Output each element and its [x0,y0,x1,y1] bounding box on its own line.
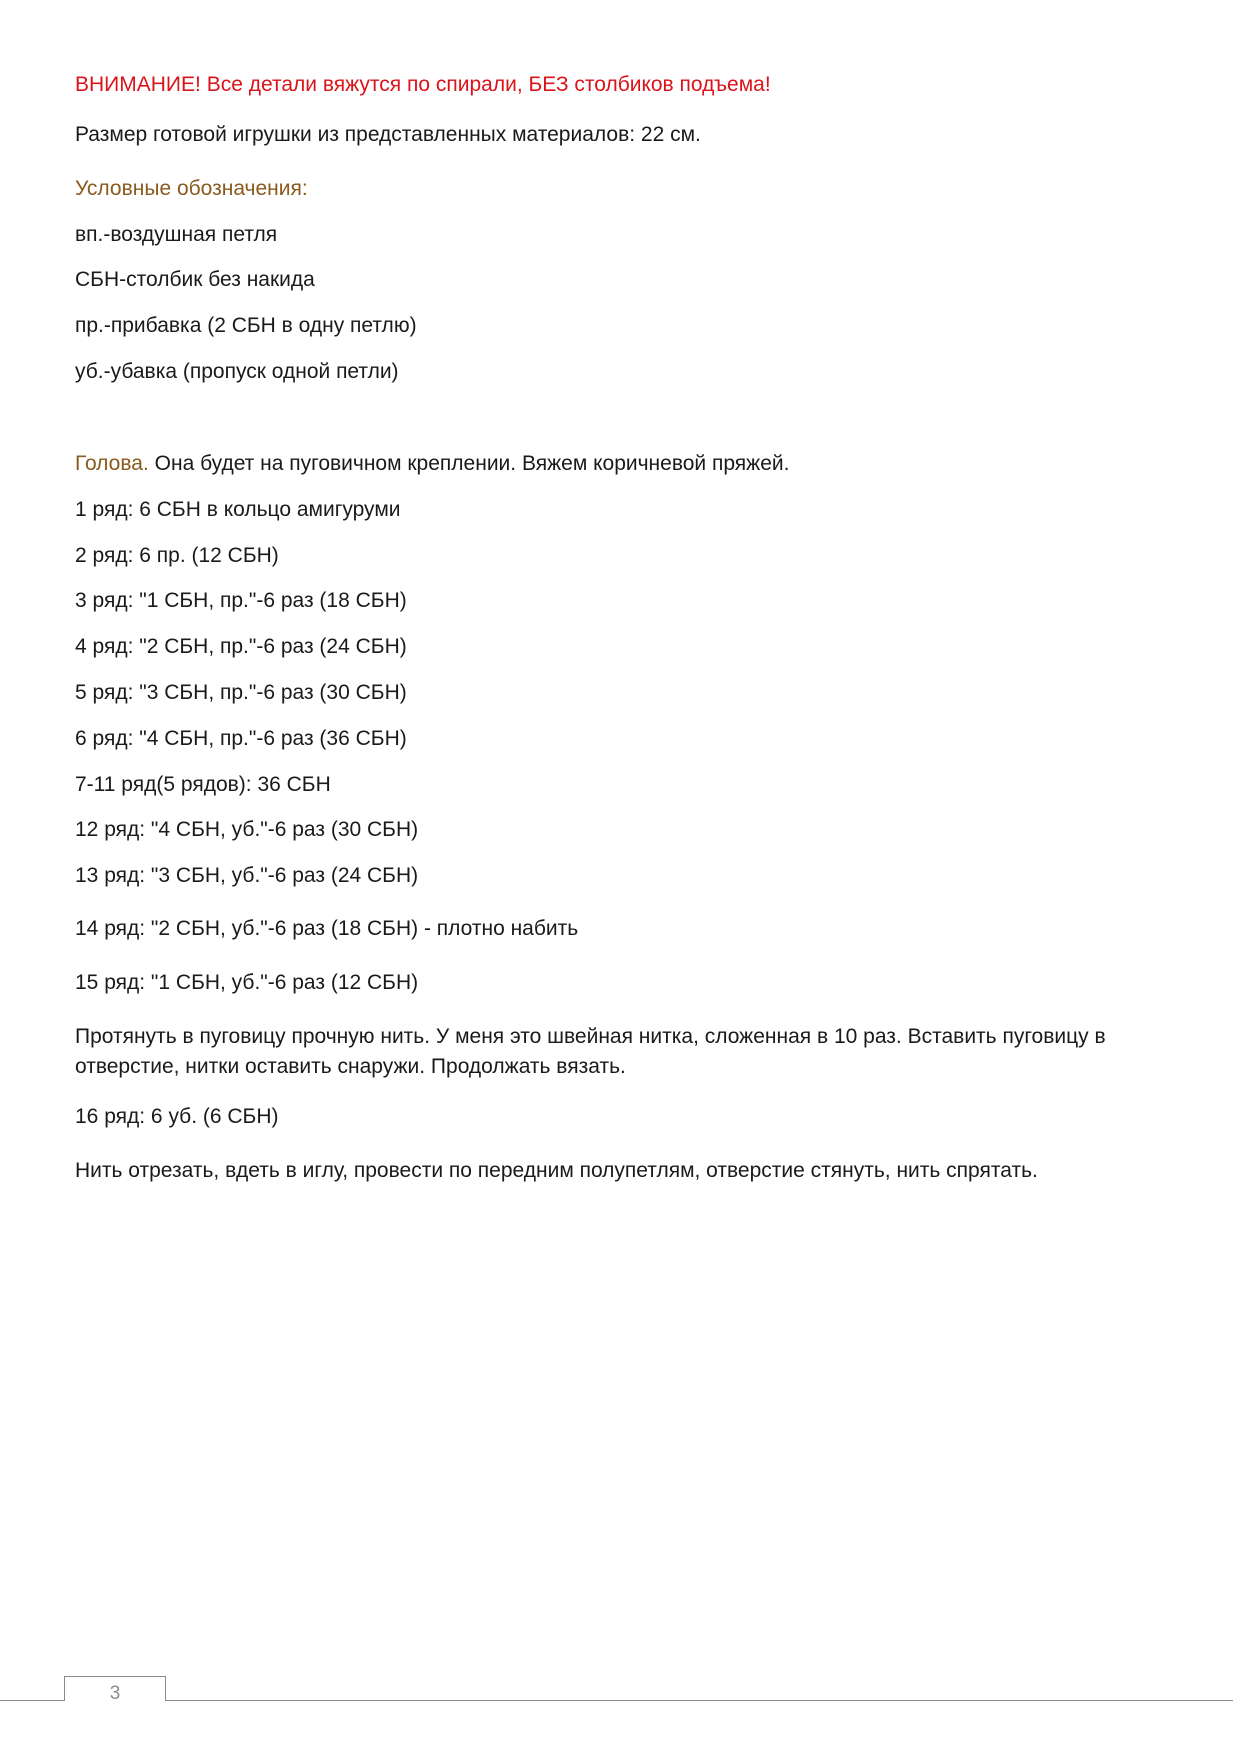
pattern-row: 16 ряд: 6 уб. (6 СБН) [75,1105,279,1128]
legend-item: уб.-убавка (пропуск одной петли) [75,360,399,383]
pattern-row: 15 ряд: "1 СБН, уб."-6 раз (12 СБН) [75,971,419,994]
pattern-row: 6 ряд: "4 СБН, пр."-6 раз (36 СБН) [75,727,407,750]
pattern-row: 4 ряд: "2 СБН, пр."-6 раз (24 СБН) [75,635,407,658]
legend-item: пр.-прибавка (2 СБН в одну петлю) [75,314,417,337]
head-intro: Она будет на пуговичном креплении. Вяжем коричневой пряжей. [148,452,790,475]
button-instruction: Протянуть в пуговицу прочную нить. У меня это швейная нитка, сложенная в 10 раз. Вставить пуговицу в отверстие, нитки оставить снаружи. Продолжать вязать. [75,1025,1106,1078]
pattern-row: 2 ряд: 6 пр. (12 СБН) [75,544,279,567]
legend-item: СБН-столбик без накида [75,268,315,291]
finish-instruction: Нить отрезать, вдеть в иглу, провести по передним полупетлям, отверстие стянуть, нить спрятать. [75,1159,1038,1182]
pattern-row: 5 ряд: "3 СБН, пр."-6 раз (30 СБН) [75,681,407,704]
pattern-row: 14 ряд: "2 СБН, уб."-6 раз (18 СБН) - плотно набить [75,917,579,940]
pattern-row: 3 ряд: "1 СБН, пр."-6 раз (18 СБН) [75,589,407,612]
legend-title: Условные обозначения: [75,177,308,200]
pattern-row: 13 ряд: "3 СБН, уб."-6 раз (24 СБН) [75,864,419,887]
footer-rule [0,1700,1233,1701]
warning-text: ВНИМАНИЕ! Все детали вяжутся по спирали, БЕЗ столбиков подъема! [75,73,771,96]
pattern-row: 7-11 ряд(5 рядов): 36 СБН [75,773,331,796]
page-number-tab [64,1676,166,1704]
head-heading [75,449,789,479]
legend-item: вп.-воздушная петля [75,223,278,246]
pattern-row: 1 ряд: 6 СБН в кольцо амигуруми [75,498,401,521]
size-note: Размер готовой игрушки из представленных материалов: 22 см. [75,123,701,146]
page-number: 3 [109,1683,121,1704]
head-title: Голова. [75,452,149,475]
pattern-row: 12 ряд: "4 СБН, уб."-6 раз (30 СБН) [75,818,419,841]
